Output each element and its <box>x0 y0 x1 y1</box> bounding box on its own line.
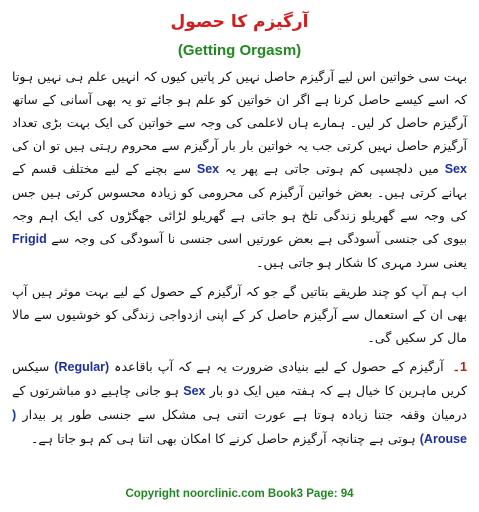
point-1-text-a: آرگیزم کے حصول کے لیے بنیادی ضرورت یہ ہے کہ آپ باقاعدہ <box>114 359 444 374</box>
copyright-footer: Copyright noorclinic.com Book3 Page: 94 <box>125 488 354 500</box>
term-arouse: ( Arouse) <box>12 408 467 446</box>
point-1-text-c: ہو جانی چاہیے دو مباشرتوں کے درمیان وقفہ جتنا زیادہ ہوتا ہے عورت اتنی ہی مشکل سے جنسی طور پر بیدار <box>12 383 467 422</box>
paragraph-intro <box>12 65 467 274</box>
point-1-number: 1۔ <box>452 360 467 374</box>
term-sex-2: Sex <box>196 162 220 176</box>
term-sex: Sex <box>444 162 467 176</box>
point-1-text-b: سیکس کریں ماہرین کا خیال ہے کہ ہفتہ میں ایک دو بار <box>12 359 467 398</box>
term-regular: (Regular) <box>54 360 110 374</box>
paragraph-intro-text-a: بہت سی خواتین اس لیے آرگیزم حاصل نہیں کر پاتیں کیوں کہ انہیں علم ہی نہیں ہوتا کہ اسے کیسے حاصل کرنا ہے اگر ان خواتین کو علم ہو جائے تو یہ بھی آسانی کے ساتھ آرگیزم حاصل کر لیں۔ ہمارے ہاں لاعلمی کی وجہ سے خواتین کی ایک بہت بڑی تعداد آرگیزم حاصل نہیں کرتی جب یہ خواتین بار بار آرگیزم سے محروم رہتی ہیں تو ان کی <box>12 69 467 153</box>
paragraph-intro-text-d: یعنی سرد مہری کا شکار ہو جاتی ہیں۔ <box>256 255 467 270</box>
term-sex-3: Sex <box>183 384 206 398</box>
page-title-english: (Getting Orgasm) <box>177 42 302 59</box>
point-1-text-d: ہوتی ہے چنانچہ آرگیزم حاصل کرنے کا امکان بھی اتنا ہی کم ہو جاتا ہے۔ <box>30 431 416 446</box>
paragraph-methods: اب ہم آپ کو چند طریقے بتاتیں گے جو کہ آرگیزم کے حصول کے لیے بہت موثر ہیں آپ بھی ان کے استعمال سے آرگیزم حاصل کر کے اپنی ازدواجی زندگی کو خوشیوں سے مالا مال کر سکیں گی۔ <box>12 284 467 345</box>
paragraph-intro-text-c: سے بچنے کے لیے مختلف قسم کے بہانے کرتی ہیں۔ بعض خواتین آرگیزم کی محرومی کو زیادہ محسوس کرتی ہیں جس کی وجہ سے گھریلو زندگی تلخ ہو جاتی ہے گھریلو لڑائی جھگڑوں کی ایک اہم وجہ بیوی کی جنسی آسودگی ہے بعض عورتیں اسی جنسی نا آسودگی کی وجہ سے <box>12 161 467 246</box>
page-title-urdu: آرگیزم کا حصول <box>170 12 309 32</box>
term-frigid: Frigid <box>12 232 47 246</box>
paragraph-intro-text-b: میں دلچسپی کم ہوتی جاتی ہے پھر یہ <box>224 161 439 176</box>
point-1 <box>12 355 467 451</box>
